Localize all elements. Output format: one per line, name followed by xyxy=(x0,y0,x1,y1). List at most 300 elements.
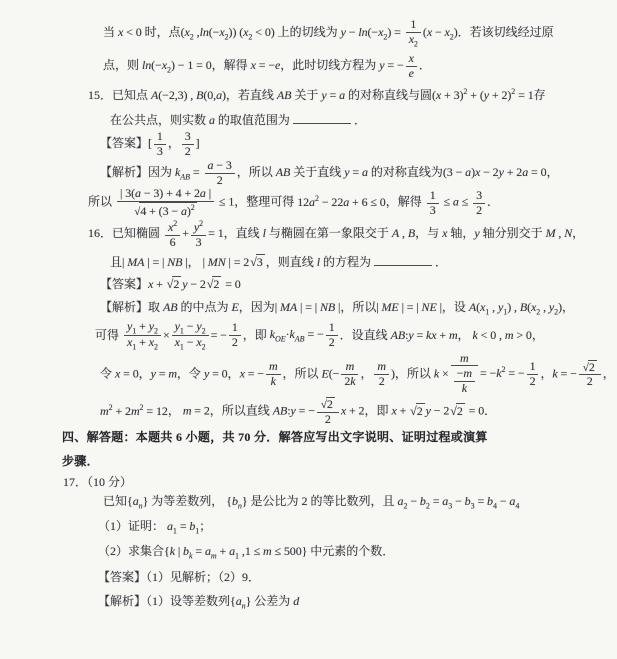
text-run: ， xyxy=(457,327,473,342)
text-run: ， xyxy=(602,366,615,381)
math-run: 3 xyxy=(476,187,483,202)
denominator xyxy=(317,413,339,427)
text-run: ，所以 xyxy=(282,366,322,381)
problem-17-number xyxy=(63,475,597,491)
problem-15-answer xyxy=(100,130,597,159)
text-run: 【答案】 xyxy=(100,277,149,292)
math-run: x xyxy=(408,51,414,66)
radical xyxy=(250,254,265,271)
text-run: ， xyxy=(531,327,544,342)
radical xyxy=(207,276,222,293)
numerator xyxy=(454,367,475,382)
math-run: A , B xyxy=(391,225,416,240)
radicand xyxy=(212,276,221,293)
text-run: ，因为 xyxy=(238,299,275,314)
math-run: y = 0 xyxy=(203,366,228,381)
text-run: ，设 xyxy=(441,299,469,314)
numerator xyxy=(154,130,166,145)
denominator xyxy=(154,145,166,159)
text-run: 与椭圆在第一象限交于 xyxy=(265,225,392,240)
math-run: k xyxy=(461,381,467,396)
numerator xyxy=(326,321,338,336)
math-run: = 0 xyxy=(465,403,485,418)
math-run: ≤ 1 xyxy=(216,194,235,209)
numerator xyxy=(341,360,358,375)
denominator xyxy=(182,145,194,159)
denominator xyxy=(266,375,281,389)
text-run: ．设直线 xyxy=(339,327,391,342)
fraction xyxy=(326,321,338,350)
math-run: (3 − a)x − 2y + 2a = 0 xyxy=(442,164,547,179)
fraction xyxy=(406,18,421,48)
radical-sign: √ xyxy=(582,361,589,374)
math-run: $y - \ln(-x_2)$ = xyxy=(340,24,404,42)
numerator xyxy=(406,52,417,67)
math-run: x xyxy=(442,225,448,240)
math-run: 2 xyxy=(213,277,220,292)
math-run: m xyxy=(377,359,386,374)
math-run: $k_{AB}$ = xyxy=(175,164,203,182)
math-run: 1 xyxy=(231,320,238,335)
math-run: ， xyxy=(167,136,180,151)
problem-15-statement-1 xyxy=(88,87,597,104)
math-run: 2 xyxy=(216,172,223,187)
radical xyxy=(450,403,465,420)
math-run: $a_1 = b_1$ xyxy=(167,518,200,536)
problem-17-answer xyxy=(98,570,597,586)
numerator xyxy=(317,397,339,413)
math-run: $x_1 + x_2$ xyxy=(127,335,158,352)
text-run: ， xyxy=(572,225,585,240)
math-run: | MN | = 2 xyxy=(202,254,250,269)
text-run: ． xyxy=(487,194,500,209)
radical-sign: √ xyxy=(320,399,327,412)
text-run: ，令 xyxy=(176,366,204,381)
math-run: $y_1 + y_2$ xyxy=(127,318,158,335)
math-run: $x_2$ xyxy=(408,31,418,49)
radical xyxy=(321,397,335,412)
text-run: 上的切线为 xyxy=(274,24,341,39)
math-run: x + xyxy=(391,403,410,418)
math-run: 2 xyxy=(231,335,238,350)
fraction xyxy=(341,360,358,389)
text-run: 【解析】（1）设等差数列 xyxy=(98,593,231,608)
radical xyxy=(134,202,197,219)
numerator xyxy=(427,189,439,204)
math-run: 3 xyxy=(195,234,202,249)
radicand xyxy=(172,276,181,293)
math-run: $\{b_n\}$ xyxy=(226,494,248,511)
math-run: $k_{OE}\cdot k_{AB}$ = − xyxy=(269,327,324,344)
text-run: ，整理可得 xyxy=(234,194,298,209)
text-run: ，直线 xyxy=(223,225,263,240)
math-run: | MA | = | NB | xyxy=(122,254,188,269)
radicand xyxy=(588,360,597,375)
math-run: 1 xyxy=(429,187,436,202)
math-run: E xyxy=(231,299,239,314)
math-run: k < 0 , m > 0 xyxy=(472,327,532,342)
math-run: 3 xyxy=(184,129,191,144)
math-run: $12a^2 - 22a + 6 \le 0$ xyxy=(297,193,386,209)
text-run: 【答案】 xyxy=(100,136,149,151)
math-run: $(x + 3)^2 + (y + 2)^2 = 1$ xyxy=(432,86,534,102)
problem-15-statement-1-number: 15． xyxy=(88,87,113,102)
text-run: ， xyxy=(562,299,575,314)
text-run: （2）求集合 xyxy=(98,543,165,558)
math-run: 2 xyxy=(416,403,423,418)
math-run: −m xyxy=(456,366,472,381)
sol14-tangent-line-1 xyxy=(103,18,597,48)
radical-sign: √ xyxy=(250,254,257,269)
text-run: ，即 xyxy=(242,327,270,342)
math-run: {k | $b_k = a_m + a_1$ ,1 ≤ m ≤ 500} xyxy=(164,543,308,560)
text-run: 轴， xyxy=(447,225,475,240)
fraction xyxy=(117,187,214,219)
math-run: AB xyxy=(275,164,291,179)
text-run: 的方程为 xyxy=(319,254,371,269)
text-run: 的取值范围为 xyxy=(214,112,290,127)
denominator xyxy=(527,375,539,389)
text-run: 是公比为 2 的等比数列，且 xyxy=(247,494,398,509)
text-run: ，即 xyxy=(364,403,392,418)
text-run: 公差为 xyxy=(251,593,294,608)
math-run: y = m xyxy=(150,366,177,381)
numerator xyxy=(451,352,478,367)
denominator xyxy=(451,366,478,397)
radical-sign: √ xyxy=(166,277,174,292)
fraction xyxy=(454,367,475,396)
math-run: m xyxy=(460,350,469,365)
text-run: 已知 xyxy=(103,494,128,509)
text-run: 步骤． xyxy=(62,453,99,468)
fraction xyxy=(191,219,206,250)
fraction xyxy=(427,189,439,218)
fraction xyxy=(374,360,389,389)
problem-16-answer xyxy=(100,276,597,293)
numerator xyxy=(124,320,161,337)
text-run: 存 xyxy=(533,87,546,102)
fraction xyxy=(266,360,281,389)
math-run: y xyxy=(474,225,480,240)
problem-16-statement-1-number: 16． xyxy=(88,225,113,240)
math-run: 2 xyxy=(456,403,463,418)
math-run: | ME | = | NE | xyxy=(376,299,442,314)
problem-16-analysis-1 xyxy=(100,300,597,318)
math-run: a − 3 xyxy=(207,157,232,172)
math-run: + xyxy=(182,225,189,240)
text-run: ， xyxy=(138,366,151,381)
math-run: AB xyxy=(276,87,292,102)
radicand xyxy=(456,403,465,420)
text-run: 在公共点，则实数 xyxy=(110,112,210,127)
fraction xyxy=(317,397,339,427)
text-run: 当 xyxy=(103,24,119,39)
math-run: 2 xyxy=(324,411,331,426)
text-run: 关于 xyxy=(291,87,322,102)
fraction xyxy=(527,360,539,389)
denominator xyxy=(406,33,421,49)
text-run: 且 xyxy=(110,254,123,269)
math-run: [ xyxy=(148,136,152,151)
math-run: y − 2 xyxy=(182,277,206,292)
text-run: 四、解答题：本题共 6 小题，共 70 分．解答应写出文字说明、证明过程或演算 xyxy=(62,429,488,444)
text-run: 的对称直线为 xyxy=(367,164,443,179)
math-run: 3 xyxy=(429,202,436,217)
text-run: ． xyxy=(434,254,447,269)
radical-sign: √ xyxy=(134,206,141,219)
math-run: y = a xyxy=(344,164,368,179)
text-run: 点，则 xyxy=(103,58,143,73)
math-run: 2 xyxy=(588,359,595,374)
math-run: $y^2$ xyxy=(193,218,204,234)
radical xyxy=(410,403,425,420)
math-run: x = −e xyxy=(250,58,281,73)
numerator xyxy=(182,130,194,145)
numerator xyxy=(205,159,235,174)
math-run: m = 2 xyxy=(182,403,210,418)
math-run: $x_1 - x_2$ xyxy=(174,335,206,352)
denominator xyxy=(341,375,358,389)
math-run: $a_2 - b_2 = a_3 - b_3 = b_4 - a_4$ xyxy=(397,494,520,511)
math-run: AB:y = kx + m xyxy=(390,327,458,342)
math-run: = 1 xyxy=(208,225,224,240)
text-run: 中元素的个数． xyxy=(307,543,395,558)
problem-17-part-1 xyxy=(98,519,597,537)
math-run: x < 0 xyxy=(118,24,142,39)
text-run: 关于直线 xyxy=(290,164,345,179)
text-run: ，所以 xyxy=(394,366,434,381)
answer-blank xyxy=(374,253,432,266)
fraction xyxy=(451,352,478,397)
problem-16-analysis-4 xyxy=(100,397,597,427)
math-run: $x^2$ xyxy=(168,218,178,234)
fraction xyxy=(182,130,194,159)
denominator xyxy=(427,204,439,218)
math-run: × xyxy=(162,327,170,342)
numerator xyxy=(172,320,209,337)
text-run: ， xyxy=(167,403,183,418)
numerator xyxy=(266,360,281,375)
denominator xyxy=(454,382,475,396)
text-run: 所以 xyxy=(88,194,116,209)
numerator xyxy=(165,219,180,236)
math-run: x + 2 xyxy=(340,403,365,418)
text-run: ，与 xyxy=(415,225,443,240)
math-run: 6 xyxy=(169,234,176,249)
radicand xyxy=(326,397,335,412)
problem-16-analysis-3 xyxy=(100,350,615,397)
denominator xyxy=(172,336,209,352)
denominator xyxy=(165,236,180,250)
math-run: = $-k^2$ = − xyxy=(479,365,525,381)
radicand xyxy=(139,202,196,219)
math-run: = 0 xyxy=(222,277,241,292)
text-run: 【答案】（1）见解析；（2）9． xyxy=(98,570,261,585)
math-run: k × xyxy=(433,366,449,381)
text-run: 轴分别交于 xyxy=(479,225,546,240)
math-run: 2 xyxy=(173,277,180,292)
problem-17-part-2 xyxy=(98,544,597,562)
text-run: ， xyxy=(187,254,203,269)
radical-sign: √ xyxy=(450,403,457,418)
denominator xyxy=(579,375,601,389)
math-run: 2 xyxy=(378,373,385,388)
math-run: ($x_2$ $,\ln(-x_2)$) $(x_2 < 0)$ xyxy=(180,24,275,42)
text-run: ，则直线 xyxy=(265,254,317,269)
denominator xyxy=(124,336,161,352)
math-run: | MA | = | NB | xyxy=(274,299,341,314)
math-run: x + xyxy=(148,277,166,292)
denominator xyxy=(374,375,389,389)
math-run: 2 xyxy=(586,374,593,389)
text-run: 【解析】因为 xyxy=(100,164,176,179)
text-run: 已知点 xyxy=(112,87,152,102)
text-run: 时，点 xyxy=(141,24,181,39)
math-run: k xyxy=(270,373,276,388)
math-run: 2 xyxy=(476,202,483,217)
text-run: 【解析】取 xyxy=(100,299,164,314)
fraction xyxy=(579,360,601,390)
text-run: ，此时切线方程为 xyxy=(280,58,380,73)
denominator xyxy=(205,174,235,188)
math-run: | 3(a − 3) + 4 + 2a | xyxy=(120,186,212,201)
radical-sign: √ xyxy=(410,403,417,418)
problem-15-analysis-2 xyxy=(88,187,597,219)
problem-17-statement xyxy=(103,494,597,512)
numerator xyxy=(191,219,206,236)
text-run: 的对称直线与圆 xyxy=(344,87,432,102)
math-run: ≤ a ≤ xyxy=(440,194,472,209)
fraction xyxy=(406,52,417,81)
fraction xyxy=(229,321,241,350)
math-run: ，k = − xyxy=(540,366,577,381)
denominator xyxy=(191,236,206,250)
text-run: ． xyxy=(418,58,431,73)
radicand xyxy=(416,403,425,420)
text-run: （1）证明： xyxy=(98,518,168,533)
math-run: E(− xyxy=(321,366,340,381)
math-run: 3 xyxy=(256,254,263,269)
math-run: $\{a_n\}$ xyxy=(127,494,149,511)
text-run: 已知椭圆 xyxy=(112,225,164,240)
numerator xyxy=(579,360,601,376)
math-run: y − 2 xyxy=(425,403,450,418)
math-run: M , N xyxy=(545,225,573,240)
math-run: AB xyxy=(163,299,178,314)
text-run: ， xyxy=(227,366,240,381)
problem-17-analysis-1 xyxy=(98,594,597,612)
math-run: 2 xyxy=(529,373,536,388)
math-run: = − xyxy=(210,327,227,342)
math-run: 3 xyxy=(156,143,163,158)
numerator xyxy=(406,18,421,33)
numerator xyxy=(527,360,539,375)
math-run: l xyxy=(316,254,320,269)
denominator xyxy=(229,336,241,350)
text-run: 令 xyxy=(100,366,116,381)
math-run: $4 + (3 - a)^2$ xyxy=(140,203,195,219)
section-4-header-2 xyxy=(62,453,597,470)
math-run: ) xyxy=(390,366,395,381)
text-run: 可得 xyxy=(95,327,123,342)
fraction xyxy=(124,320,161,352)
math-run: d xyxy=(293,593,300,608)
math-run: m xyxy=(268,359,278,374)
math-run: 1 xyxy=(410,17,417,31)
numerator xyxy=(473,189,485,204)
denominator xyxy=(473,204,485,218)
math-run: 1 xyxy=(328,320,335,335)
text-run: 为等差数列， xyxy=(148,494,227,509)
fraction xyxy=(154,130,166,159)
answer-blank xyxy=(293,111,351,124)
text-run: ． xyxy=(353,112,366,127)
text-run: ，解得 xyxy=(385,194,425,209)
text-run: 的中点为 xyxy=(177,299,232,314)
denominator xyxy=(326,336,338,350)
math-run: $m^2 + 2m^2 = 12$ xyxy=(100,402,168,418)
math-run: $\ln(-x_2) - 1 = 0$ xyxy=(142,58,212,75)
math-run: 2 xyxy=(326,397,333,412)
math-run: l xyxy=(262,225,266,240)
text-run: ； xyxy=(199,518,212,533)
denominator xyxy=(406,67,417,81)
numerator xyxy=(229,321,241,336)
radical xyxy=(583,360,597,375)
math-run: $\{a_n\}$ xyxy=(230,593,252,611)
math-run: 2k xyxy=(344,373,356,388)
sol14-tangent-line-2 xyxy=(103,52,597,81)
problem-16-statement-1 xyxy=(88,219,597,250)
radicand xyxy=(256,254,265,271)
math-run: x = − xyxy=(239,366,264,381)
math-run: $y_1 - y_2$ xyxy=(174,318,206,335)
fraction xyxy=(172,320,209,352)
problem-16-statement-2 xyxy=(110,253,597,271)
math-run: e xyxy=(408,66,414,81)
math-run: a xyxy=(209,112,215,127)
radical xyxy=(167,276,182,293)
math-run: $A(x_1$ , $y_1$) , $B(x_2$ , $y_2$) xyxy=(468,299,563,317)
problem-16-analysis-2 xyxy=(95,320,597,352)
text-run: ，所以 xyxy=(340,299,377,314)
math-run: m xyxy=(345,359,355,374)
denominator xyxy=(117,202,214,219)
math-run: 2 xyxy=(184,143,191,158)
section-4-header-1 xyxy=(62,429,597,446)
fraction xyxy=(165,219,180,250)
problem-15-statement-2 xyxy=(110,111,597,129)
fraction xyxy=(205,159,235,188)
math-run: ， xyxy=(360,366,373,381)
numerator xyxy=(117,187,214,202)
math-run: A(−2,3) , B(0,a) xyxy=(151,87,226,102)
math-run: ] xyxy=(195,136,200,151)
math-run: y = − xyxy=(379,58,404,73)
text-run: ． xyxy=(484,403,497,418)
numerator xyxy=(374,360,389,375)
math-run: 2 xyxy=(328,335,335,350)
text-run: ， xyxy=(546,164,559,179)
math-run: y = a xyxy=(321,87,345,102)
text-run: ，所以直线 xyxy=(209,403,273,418)
math-run: $(x - x_2)$ xyxy=(422,24,458,42)
problem-15-analysis-1 xyxy=(100,159,597,188)
text-run: ，所以 xyxy=(236,164,276,179)
math-run: x = 0 xyxy=(115,366,139,381)
text-run: ，若直线 xyxy=(225,87,277,102)
text-run: ，解得 xyxy=(211,58,251,73)
